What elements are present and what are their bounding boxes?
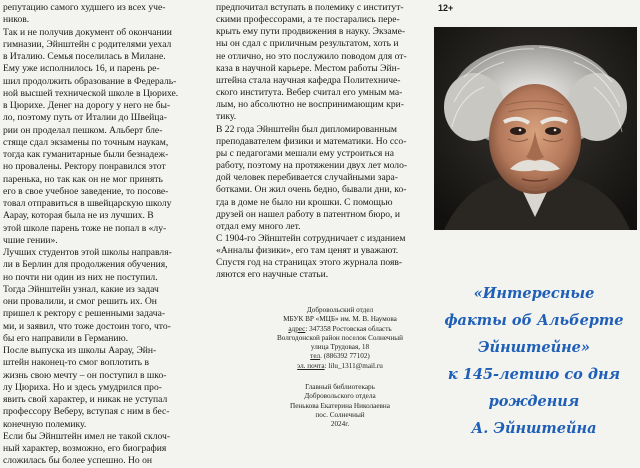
title-line: к 145-летию со дня — [447, 366, 621, 383]
text-line: ботками. Он жил очень бедно, бывали дни, ко- — [216, 184, 407, 196]
text-line: тогда как гуманитарные были безнадеж- — [3, 149, 169, 160]
text-line: В 22 года Эйнштейн был дипломированным — [216, 123, 397, 135]
article-text-middle — [216, 2, 420, 282]
text-line: ный характер, возможно, его биография — [3, 443, 167, 454]
text-line: ми, и заявил, что тоже достоин того, что- — [3, 320, 171, 332]
year: 2024г. — [330, 420, 350, 429]
phone-value: . (886392 77102) — [320, 352, 370, 361]
text-line: чшие гении». — [3, 234, 58, 246]
text-line: Так и не получив документ об окончании — [3, 26, 172, 38]
email-line — [270, 362, 410, 371]
text-line: друзей он нашел работу в патентном бюро, и — [216, 208, 400, 220]
text-line: явить свой характер, и никак не уступал — [3, 394, 168, 405]
text-line: профессору Веберу, вступая с ним в бес- — [3, 406, 170, 418]
text-line: Спустя год на страницах этого журнала появ- — [216, 257, 403, 269]
contact-block — [270, 306, 410, 430]
address-line-1 — [270, 325, 410, 334]
text-line: этой школе парень тоже не попал в «лу- — [3, 222, 167, 234]
age-rating-badge: 12+ — [438, 3, 454, 13]
email-label: эл. почта — [297, 361, 325, 370]
text-line: паренька, но так как он не мог принять — [3, 173, 163, 185]
text-line: репутацию самого худшего из всех уче- — [3, 2, 166, 13]
title-line: факты об Альберте — [444, 312, 624, 329]
text-line: сложилась бы более успешно. Но он — [3, 455, 153, 467]
article-text-left — [3, 2, 202, 468]
text-line: ников. — [3, 14, 30, 26]
text-line: отдал ему много лет. — [216, 220, 301, 232]
text-line: Если бы Эйнштейн имел не такой склоч- — [3, 430, 171, 442]
email-value[interactable]: : lilu_1311@mail.ru — [324, 361, 383, 370]
text-line: бы его направили в Германию. — [3, 332, 129, 344]
text-line: преподавателем физики и математики. Но ссо- — [216, 135, 407, 147]
text-line: штейн наконец-то смог воплотить в — [3, 357, 149, 369]
text-line: жизнь свою мечту – он поступил в шко- — [3, 369, 167, 381]
phone-line — [270, 352, 410, 361]
text-column-left — [0, 0, 205, 467]
text-line: Лучших студентов этой школы направля- — [3, 247, 172, 258]
text-line: скими профессорами, а те постарались пере- — [216, 14, 400, 26]
text-line: С 1904-го Эйнштейн сотрудничает с изданием — [216, 232, 406, 244]
text-line: крыть ему пути продвижения в науку. Экзаме- — [216, 26, 406, 38]
text-line: лым, но абсолютно не воспринимающим кри- — [216, 99, 404, 111]
title-line: Эйнштейне» — [478, 339, 590, 356]
text-line: но почти ни один из них не поступил. — [3, 271, 158, 283]
text-line: дой человек перебивается случайными зара- — [216, 172, 398, 184]
text-column-middle — [214, 0, 422, 452]
org-name-1: Добровольский отдел — [306, 306, 374, 314]
text-line: но провалены. Ректору понравился этот — [3, 161, 166, 173]
footer-spacer — [270, 371, 410, 383]
text-line: в Цюрихе. Денег на дорогу у него не бы- — [3, 100, 171, 111]
phone-label: тел — [310, 352, 321, 361]
text-line: гимназии, Эйнштейн с родителями уехал — [3, 38, 172, 50]
address-line-3: улица Трудовая, 18 — [310, 343, 370, 352]
text-line: предпочитал вступать в полемику с институт- — [216, 2, 404, 13]
text-line: лу Цюриха. Но и здесь умудрился про- — [3, 381, 162, 393]
text-line: ло, поэтому путь от Италии до Швейца- — [3, 112, 167, 124]
text-line: товал отправиться в швейцарскую школу — [3, 198, 172, 209]
text-line: Тогда Эйнштейн узнал, какие из задач — [3, 283, 159, 295]
author-line-3: Пенькова Екатерина Николаевна — [290, 401, 390, 410]
title-line: рождения — [488, 393, 580, 410]
text-line: тику. — [216, 111, 237, 123]
text-line: рии он проделал пешком. Альберт бле- — [3, 124, 163, 136]
org-name-2: МБУК ВР «МЦБ» им. М. В. Наумова — [283, 315, 397, 324]
text-line: стяще сдал экзамены по точным наукам, — [3, 136, 169, 148]
title-line: А. Эйнштейна — [471, 420, 597, 437]
text-line: ры с педагогами мешали ему устроиться на — [216, 147, 395, 159]
text-line: шил продолжить образование в Федераль- — [3, 75, 177, 87]
text-line: каза в научной карьере. Местом работы Эйн- — [216, 62, 400, 74]
text-line: ляются его научные статьи. — [216, 269, 329, 281]
text-line: ского института. Вебер считал его умным ма- — [216, 87, 403, 99]
address-label: адрес — [288, 324, 306, 333]
address-value: : 347358 Ростовская область — [305, 324, 392, 333]
text-line: его в свое учебное заведение, то посове- — [3, 185, 169, 197]
portrait-illustration — [434, 27, 637, 230]
text-line: Аарау, которая была не из лучших. В — [3, 210, 154, 222]
title-line: «Интересные — [473, 285, 595, 302]
text-line: После выпуска из школы Аарау, Эйн- — [3, 345, 157, 356]
text-line: конечную полемику. — [3, 418, 87, 430]
text-line: «Анналы физики», его там ценят и уважают. — [216, 245, 399, 257]
text-line: не отлично, но это послужило поводом для от- — [216, 50, 407, 62]
text-line: Ему уже исполнилось 16, и парень ре- — [3, 63, 160, 75]
text-line: ной высшей технической школе в Цюрихе. — [3, 87, 179, 99]
author-line-2: Добровольского отдела — [304, 392, 376, 401]
text-line: гда в доме не было ни крошки. С помощью — [216, 196, 393, 208]
author-line-4: пос. Солнечный — [315, 410, 365, 419]
cover-column — [428, 0, 640, 452]
brochure-title — [428, 280, 640, 442]
text-line: работу, поэтому на протяжении двух лет моло- — [216, 160, 408, 172]
text-line: они провалили, и смог решить их. Он — [3, 296, 157, 307]
text-line: ли в Берлин для продолжения обучения, — [3, 259, 168, 271]
text-line: в Италию. Семья поселилась в Милане. — [3, 51, 166, 62]
einstein-portrait — [434, 27, 637, 230]
text-line: пришел к ректору с решенными задача- — [3, 308, 166, 320]
author-line-1: Главный библиотекарь — [305, 383, 375, 392]
text-line: ны он сдал с приличным результатом, хоть и — [216, 38, 399, 50]
text-line: штейна стала научная кафедра Политехниче- — [216, 74, 401, 86]
address-line-2: Волгодонской район поселок Солнечный — [277, 333, 403, 342]
